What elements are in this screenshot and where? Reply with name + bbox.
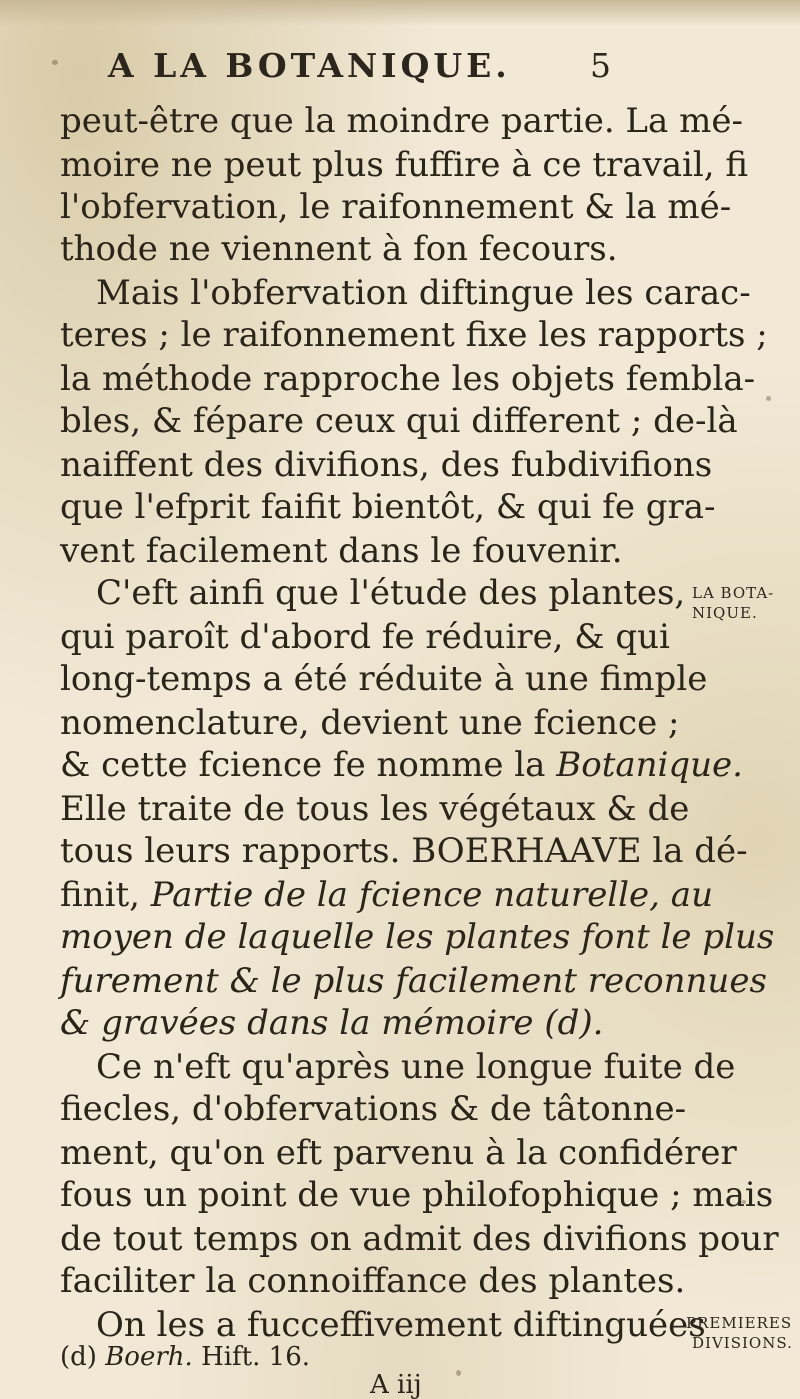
footnote [60,1342,310,1372]
text-line: nomenclature, devient une fcience ; [60,703,680,743]
text-line: qui paroît d'abord fe réduire, & qui [60,617,670,657]
text-line: peut-être que la moindre partie. La mé- [60,101,743,141]
text-line: de tout temps on admit des divifions pour [60,1219,779,1259]
margin-note: DIVISIONS. [692,1334,793,1352]
text-line: On les a fucceffivement diftinguées [96,1305,706,1345]
running-head-title: A LA BOTANIQUE. [108,46,511,85]
margin-note: LA BOTA- [692,584,775,602]
footnote-mark: (d) [60,1342,106,1372]
text-line: thode ne viennent à fon fecours. [60,229,618,269]
margin-note: PREMIERES [686,1314,793,1332]
text-line: fiecles, d'obfervations & de tâtonne- [60,1089,687,1129]
text-line: vent facilement dans le fouvenir. [60,531,623,571]
text-line: bles, & fépare ceux qui different ; de-là [60,401,738,441]
text-line: l'obfervation, le raifonnement & la mé- [60,187,732,227]
text-line: tous leurs rapports. BOERHAAVE la dé- [60,831,748,871]
text-line: Elle traite de tous les végétaux & de [60,789,690,829]
margin-note: NIQUE. [692,604,758,622]
text-line: & cette fcience fe nomme la Botanique. [60,745,743,785]
text-line: faciliter la connoiffance des plantes. [60,1261,686,1301]
footnote-author: Boerh. [105,1342,202,1372]
footnote-ref: Hift. 16. [201,1342,311,1372]
text-line: furement & le plus facilement reconnues [60,961,767,1001]
text-line: C'eft ainfi que l'étude des plantes, [96,573,686,613]
text-line: finit, Partie de la fcience naturelle, au [60,875,713,915]
text-line: & gravées dans la mémoire (d). [60,1003,604,1043]
text-line: naiffent des divifions, des fubdivifions [60,445,713,485]
page-signature: 5 [590,46,611,85]
catchword: A iij [370,1370,422,1399]
text-line: que l'efprit faifit bientôt, & qui fe gra- [60,487,716,527]
text-line: Ce n'eft qu'après une longue fuite de [96,1047,736,1087]
text-line: ment, qu'on eft parvenu à la confidérer [60,1133,737,1173]
text-line: fous un point de vue philofophique ; mais [60,1175,774,1215]
text-line: long-temps a été réduite à une fimple [60,659,708,699]
text-line: moire ne peut plus fuffire à ce travail, fi [60,145,749,185]
text-line: Mais l'obfervation diftingue les carac- [96,273,751,313]
text-line: teres ; le raifonnement fixe les rapports ; [60,315,768,355]
text-line: la méthode rapproche les objets fembla- [60,359,756,399]
text-line: moyen de laquelle les plantes font le plus [60,917,775,957]
